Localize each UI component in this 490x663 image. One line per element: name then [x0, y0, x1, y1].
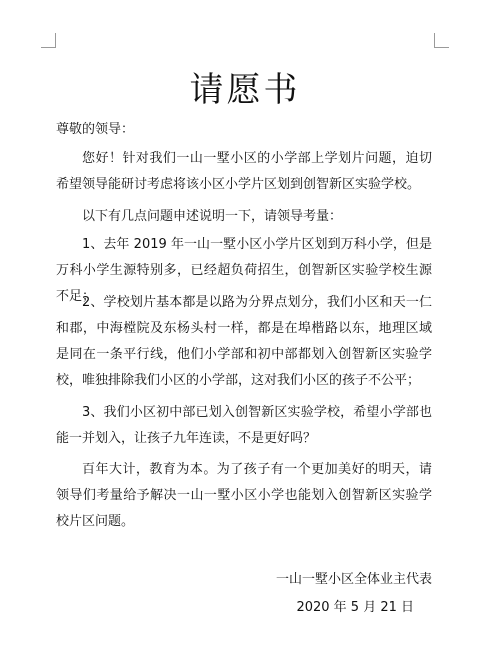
- paragraph-greeting: 您好！针对我们一山一墅小区的小学部上学划片问题，迫切希望领导能研讨考虑将该小区小学片区划到创智新区实验学校。: [56, 151, 432, 192]
- paragraph-intro: 以下有几点问题申述说明一下，请领导考量：: [82, 209, 343, 224]
- document-title: 请愿书: [189, 70, 301, 110]
- paragraph-point-2: 2、学校划片基本都是以路为分界点划分，我们小区和天一仁和郡，中海樘院及东杨头村一样，都是在埠楷路以东，地理区域是同在一条平行线，他们小学部和初中部都划入创智新区实验学校，唯独排除我们小区的小学部，这对我们小区的孩子不公平；: [56, 295, 432, 388]
- crop-mark-top-left: [41, 33, 56, 48]
- salutation: 尊敬的领导：: [56, 122, 135, 137]
- signature: 一山一墅小区全体业主代表: [275, 572, 432, 587]
- paragraph-point-1: 1、去年 2019 年一山一墅小区小学片区划到万科小学，但是万科小学生源特别多，已经超负荷招生，创智新区实验学校生源不足；: [56, 237, 432, 304]
- paragraph-point-3: 3、我们小区初中部已划入创智新区实验学校，希望小学部也能一并划入，让孩子九年连读，不是更好吗？: [56, 405, 432, 446]
- signature-date: 2020 年 5 月 21 日: [296, 600, 414, 615]
- crop-mark-top-right: [434, 33, 449, 48]
- paragraph-conclusion: 百年大计，教育为本。为了孩子有一个更加美好的明天，请领导们考量给予解决一山一墅小区小学也能划入创智新区实验学校片区问题。: [56, 462, 432, 529]
